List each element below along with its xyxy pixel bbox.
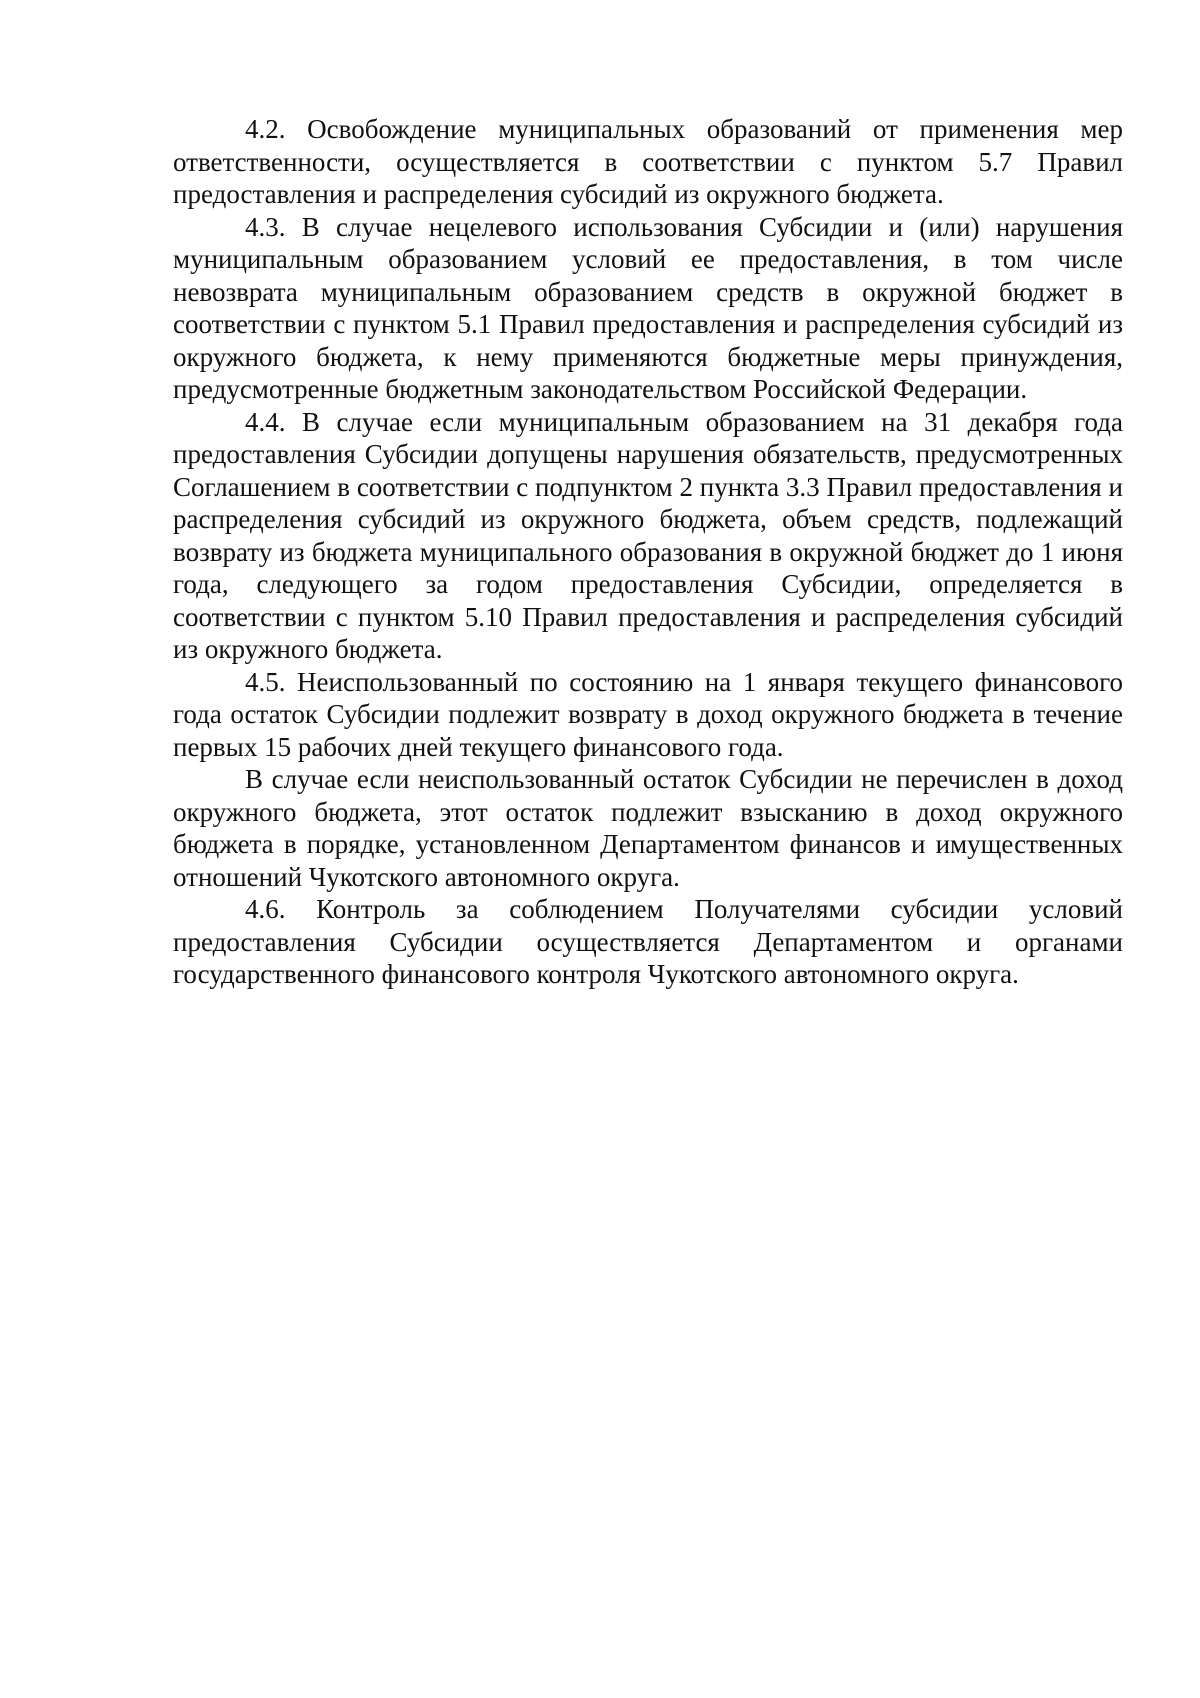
paragraph-4-5: 4.5. Неиспользованный по состоянию на 1 января текущего финансового года остаток Субсидии подлежит возврату в доход окружного бюджета в течение первых 15 рабочих дней текущего финансового года. xyxy=(173,666,1123,762)
paragraph-4-4: 4.4. В случае если муниципальным образованием на 31 декабря года предоставления Субсидии допущены нарушения обязательств, предусмотренных Соглашением в соответствии с подпунктом 2 пункта 3.3 Правил предоставления и распределения субсидий из окружного бюджета, объем средств, подлежащий возврату из бюджета муниципального образования в окружной бюджет до 1 июня года, следующего за годом предоставления Субсидии, определяется в соответствии с пунктом 5.10 Правил предоставления и распределения субсидий из окружного бюджета. xyxy=(173,406,1123,664)
paragraph-4-2: 4.2. Освобождение муниципальных образований от применения мер ответственности, осуществляется в соответствии с пунктом 5.7 Правил предоставления и распределения субсидий из окружного бюджета. xyxy=(173,114,1123,209)
document-body xyxy=(173,113,1123,991)
paragraph-4-6: 4.6. Контроль за соблюдением Получателями субсидии условий предоставления Субсидии осуществляется Департаментом и органами государственного финансового контроля Чукотского автономного округа. xyxy=(173,894,1123,989)
paragraph-4-3: 4.3. В случае нецелевого использования Субсидии и (или) нарушения муниципальным образованием условий ее предоставления, в том числе невозврата муниципальным образованием средств в окружной бюджет в соответствии с пунктом 5.1 Правил предоставления и распределения субсидий из окружного бюджета, к нему применяются бюджетные меры принуждения, предусмотренные бюджетным законодательством Российской Федерации. xyxy=(173,211,1123,404)
paragraph-4-5-continued: В случае если неиспользованный остаток Субсидии не перечислен в доход окружного бюджета, этот остаток подлежит взысканию в доход окружного бюджета в порядке, установленном Департаментом финансов и имущественных отношений Чукотского автономного округа. xyxy=(173,764,1123,892)
